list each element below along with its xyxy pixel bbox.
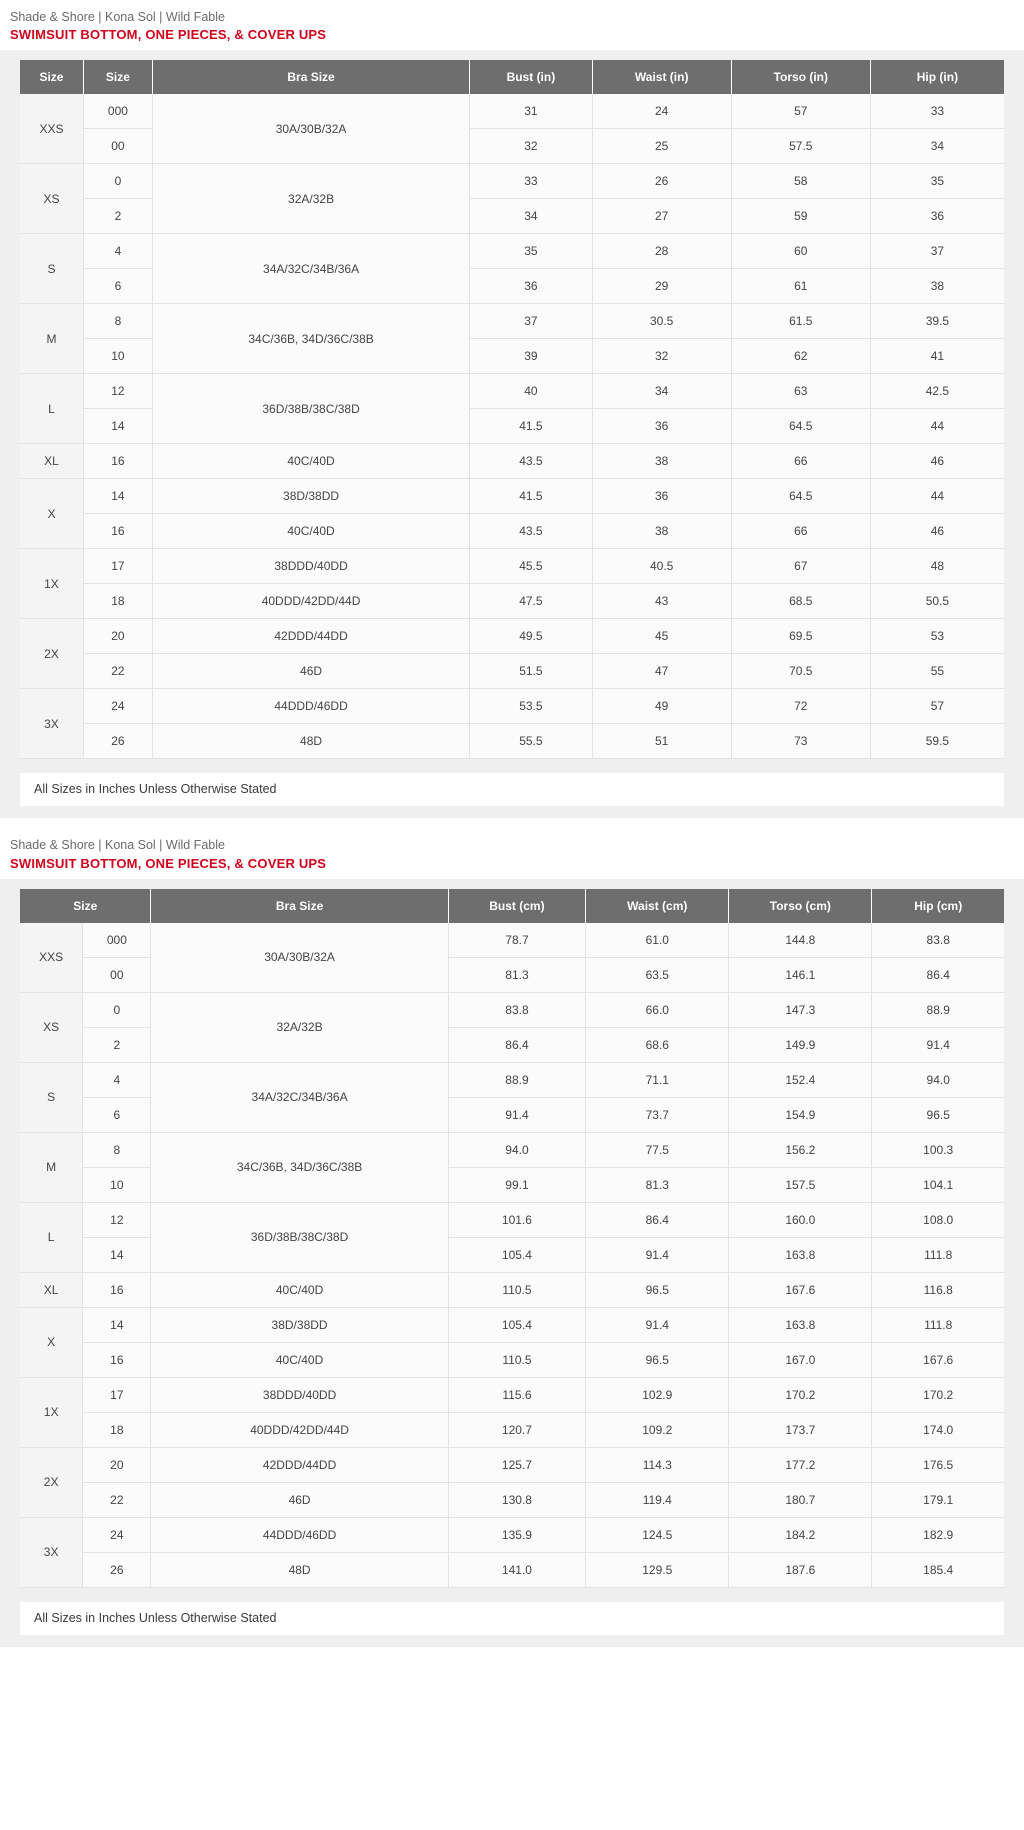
cell-bust: 47.5	[470, 584, 592, 619]
cell-torso: 63	[731, 374, 870, 409]
cell-hip: 176.5	[872, 1447, 1004, 1482]
cell-size-letter: XXS	[20, 923, 83, 993]
size-chart-section-cm	[0, 828, 1024, 1646]
cell-bust: 35	[470, 234, 592, 269]
column-header-hip-cm: Hip (cm)	[872, 889, 1004, 923]
cell-bra-size: 40C/40D	[151, 1272, 448, 1307]
table-row	[20, 374, 1004, 409]
column-header-torso-cm: Torso (cm)	[729, 889, 872, 923]
cell-size-numeric: 00	[83, 957, 151, 992]
cell-size-numeric: 18	[83, 584, 152, 619]
cell-size-letter: X	[20, 1307, 83, 1377]
table-row	[20, 1202, 1004, 1237]
cell-torso: 146.1	[729, 957, 872, 992]
cell-bust: 135.9	[448, 1517, 586, 1552]
cell-bust: 105.4	[448, 1237, 586, 1272]
cell-size-letter: X	[20, 479, 83, 549]
cell-size-letter: XS	[20, 164, 83, 234]
cell-hip: 59.5	[870, 724, 1004, 759]
cell-hip: 83.8	[872, 923, 1004, 958]
column-header-torso: Torso (in)	[731, 60, 870, 94]
cell-torso: 60	[731, 234, 870, 269]
cell-size-numeric: 2	[83, 199, 152, 234]
cell-bust: 120.7	[448, 1412, 586, 1447]
cell-size-numeric: 4	[83, 1062, 151, 1097]
cell-waist: 68.6	[586, 1027, 729, 1062]
cell-torso: 167.0	[729, 1342, 872, 1377]
cell-bra-size: 46D	[151, 1482, 448, 1517]
column-header-waist: Waist (in)	[592, 60, 731, 94]
cell-waist: 45	[592, 619, 731, 654]
cell-torso: 69.5	[731, 619, 870, 654]
cell-bust: 33	[470, 164, 592, 199]
size-chart-section-inches	[0, 0, 1024, 818]
cell-bra-size: 38DDD/40DD	[151, 1377, 448, 1412]
cell-hip: 57	[870, 689, 1004, 724]
cell-size-numeric: 24	[83, 1517, 151, 1552]
cell-size-numeric: 14	[83, 1307, 151, 1342]
cell-bust: 115.6	[448, 1377, 586, 1412]
cell-waist: 77.5	[586, 1132, 729, 1167]
cell-size-letter: S	[20, 1062, 83, 1132]
cell-size-numeric: 17	[83, 1377, 151, 1412]
cell-hip: 34	[870, 129, 1004, 164]
table-row	[20, 923, 1004, 958]
cell-bust: 55.5	[470, 724, 592, 759]
brand-line-cm: Shade & Shore | Kona Sol | Wild Fable	[10, 838, 225, 853]
cell-hip: 39.5	[870, 304, 1004, 339]
cell-bust: 105.4	[448, 1307, 586, 1342]
table-header-row	[20, 60, 1004, 94]
cell-size-numeric: 17	[83, 549, 152, 584]
table-row	[20, 992, 1004, 1027]
cell-waist: 49	[592, 689, 731, 724]
cell-torso: 61	[731, 269, 870, 304]
cell-hip: 55	[870, 654, 1004, 689]
cell-bra-size: 38DDD/40DD	[152, 549, 469, 584]
cell-hip: 42.5	[870, 374, 1004, 409]
cell-bra-size: 38D/38DD	[151, 1307, 448, 1342]
cell-bra-size: 36D/38B/38C/38D	[151, 1202, 448, 1272]
cell-size-numeric: 22	[83, 1482, 151, 1517]
cell-bust: 32	[470, 129, 592, 164]
cell-waist: 73.7	[586, 1097, 729, 1132]
cell-bust: 39	[470, 339, 592, 374]
cell-size-numeric: 0	[83, 164, 152, 199]
cell-size-numeric: 14	[83, 479, 152, 514]
cell-torso: 62	[731, 339, 870, 374]
cell-size-numeric: 0	[83, 992, 151, 1027]
table-row	[20, 164, 1004, 199]
cell-waist: 109.2	[586, 1412, 729, 1447]
column-header-hip: Hip (in)	[870, 60, 1004, 94]
cell-waist: 38	[592, 514, 731, 549]
table-row	[20, 1307, 1004, 1342]
cell-waist: 36	[592, 479, 731, 514]
table-row	[20, 444, 1004, 479]
cell-hip: 185.4	[872, 1552, 1004, 1587]
cell-bust: 94.0	[448, 1132, 586, 1167]
cell-size-letter: XL	[20, 444, 83, 479]
cell-waist: 86.4	[586, 1202, 729, 1237]
cell-bust: 34	[470, 199, 592, 234]
cell-size-letter: 1X	[20, 549, 83, 619]
cell-torso: 144.8	[729, 923, 872, 958]
cell-hip: 46	[870, 444, 1004, 479]
cell-waist: 63.5	[586, 957, 729, 992]
column-header-bust-cm: Bust (cm)	[448, 889, 586, 923]
cell-hip: 38	[870, 269, 1004, 304]
cell-size-numeric: 16	[83, 1272, 151, 1307]
table-panel-inches	[0, 50, 1024, 773]
cell-size-numeric: 18	[83, 1412, 151, 1447]
cell-hip: 96.5	[872, 1097, 1004, 1132]
column-header-bra-size: Bra Size	[152, 60, 469, 94]
cell-hip: 100.3	[872, 1132, 1004, 1167]
cell-waist: 51	[592, 724, 731, 759]
cell-waist: 25	[592, 129, 731, 164]
table-row	[20, 1552, 1004, 1587]
cell-size-letter: S	[20, 234, 83, 304]
cell-hip: 36	[870, 199, 1004, 234]
table-body-inches	[20, 94, 1004, 759]
cell-bust: 43.5	[470, 514, 592, 549]
cell-waist: 81.3	[586, 1167, 729, 1202]
cell-torso: 160.0	[729, 1202, 872, 1237]
cell-waist: 40.5	[592, 549, 731, 584]
cell-torso: 147.3	[729, 992, 872, 1027]
footnote-panel-cm	[0, 1602, 1024, 1647]
cell-hip: 174.0	[872, 1412, 1004, 1447]
cell-waist: 43	[592, 584, 731, 619]
cell-bra-size: 44DDD/46DD	[152, 689, 469, 724]
table-row	[20, 1482, 1004, 1517]
cell-waist: 119.4	[586, 1482, 729, 1517]
cell-hip: 35	[870, 164, 1004, 199]
cell-torso: 154.9	[729, 1097, 872, 1132]
cell-torso: 66	[731, 444, 870, 479]
cell-size-numeric: 6	[83, 269, 152, 304]
cell-size-numeric: 6	[83, 1097, 151, 1132]
column-header-size: Size	[20, 889, 151, 923]
cell-bra-size: 48D	[151, 1552, 448, 1587]
cell-bra-size: 48D	[152, 724, 469, 759]
cell-hip: 88.9	[872, 992, 1004, 1027]
cell-size-numeric: 14	[83, 409, 152, 444]
cell-size-letter: 2X	[20, 619, 83, 689]
cell-size-numeric: 16	[83, 514, 152, 549]
cell-hip: 46	[870, 514, 1004, 549]
cell-torso: 67	[731, 549, 870, 584]
cell-torso: 64.5	[731, 409, 870, 444]
cell-size-numeric: 12	[83, 374, 152, 409]
cell-size-letter: 3X	[20, 689, 83, 759]
table-row	[20, 234, 1004, 269]
cell-hip: 179.1	[872, 1482, 1004, 1517]
cell-waist: 66.0	[586, 992, 729, 1027]
cell-torso: 58	[731, 164, 870, 199]
cell-bust: 40	[470, 374, 592, 409]
cell-waist: 96.5	[586, 1272, 729, 1307]
cell-waist: 71.1	[586, 1062, 729, 1097]
table-row	[20, 1447, 1004, 1482]
cell-waist: 38	[592, 444, 731, 479]
cell-bust: 41.5	[470, 479, 592, 514]
cell-hip: 116.8	[872, 1272, 1004, 1307]
cell-bra-size: 40DDD/42DD/44D	[151, 1412, 448, 1447]
cell-hip: 48	[870, 549, 1004, 584]
cell-hip: 91.4	[872, 1027, 1004, 1062]
cell-size-numeric: 00	[83, 129, 152, 164]
column-header-waist-cm: Waist (cm)	[586, 889, 729, 923]
cell-waist: 30.5	[592, 304, 731, 339]
cell-size-letter: L	[20, 374, 83, 444]
cell-hip: 41	[870, 339, 1004, 374]
cell-waist: 96.5	[586, 1342, 729, 1377]
cell-waist: 32	[592, 339, 731, 374]
table-row	[20, 304, 1004, 339]
cell-size-letter: M	[20, 1132, 83, 1202]
cell-torso: 73	[731, 724, 870, 759]
table-row	[20, 94, 1004, 129]
cell-bra-size: 30A/30B/32A	[152, 94, 469, 164]
cell-bra-size: 40C/40D	[151, 1342, 448, 1377]
cell-waist: 124.5	[586, 1517, 729, 1552]
cell-torso: 66	[731, 514, 870, 549]
size-table-cm	[20, 889, 1004, 1588]
cell-waist: 91.4	[586, 1307, 729, 1342]
brand-line: Shade & Shore | Kona Sol | Wild Fable	[10, 10, 225, 24]
cell-bust: 43.5	[470, 444, 592, 479]
cell-waist: 34	[592, 374, 731, 409]
size-table-inches	[20, 60, 1004, 759]
cell-waist: 28	[592, 234, 731, 269]
cell-bra-size: 46D	[152, 654, 469, 689]
cell-hip: 50.5	[870, 584, 1004, 619]
cell-waist: 102.9	[586, 1377, 729, 1412]
cell-hip: 111.8	[872, 1307, 1004, 1342]
cell-bra-size: 38D/38DD	[152, 479, 469, 514]
cell-torso: 163.8	[729, 1237, 872, 1272]
cell-bust: 41.5	[470, 409, 592, 444]
cell-bra-size: 36D/38B/38C/38D	[152, 374, 469, 444]
cell-bust: 81.3	[448, 957, 586, 992]
table-row	[20, 689, 1004, 724]
cell-waist: 27	[592, 199, 731, 234]
cell-torso: 173.7	[729, 1412, 872, 1447]
table-row	[20, 1342, 1004, 1377]
table-row	[20, 584, 1004, 619]
cell-torso: 149.9	[729, 1027, 872, 1062]
cell-size-letter: XS	[20, 992, 83, 1062]
cell-bust: 91.4	[448, 1097, 586, 1132]
table-row	[20, 549, 1004, 584]
cell-bust: 78.7	[448, 923, 586, 958]
cell-bra-size: 40DDD/42DD/44D	[152, 584, 469, 619]
cell-bust: 101.6	[448, 1202, 586, 1237]
column-header-size-numeric: Size	[83, 60, 152, 94]
cell-bra-size: 44DDD/46DD	[151, 1517, 448, 1552]
cell-bust: 37	[470, 304, 592, 339]
cell-waist: 91.4	[586, 1237, 729, 1272]
cell-size-numeric: 4	[83, 234, 152, 269]
cell-size-letter: 1X	[20, 1377, 83, 1447]
cell-bust: 53.5	[470, 689, 592, 724]
cell-torso: 57.5	[731, 129, 870, 164]
cell-hip: 111.8	[872, 1237, 1004, 1272]
cell-bra-size: 32A/32B	[151, 992, 448, 1062]
cell-bust: 51.5	[470, 654, 592, 689]
table-row	[20, 1377, 1004, 1412]
cell-waist: 24	[592, 94, 731, 129]
cell-torso: 184.2	[729, 1517, 872, 1552]
cell-waist: 47	[592, 654, 731, 689]
cell-size-numeric: 20	[83, 619, 152, 654]
cell-bust: 141.0	[448, 1552, 586, 1587]
cell-hip: 44	[870, 479, 1004, 514]
table-row	[20, 724, 1004, 759]
page-title-cm: SWIMSUIT BOTTOM, ONE PIECES, & COVER UPS	[10, 855, 327, 871]
cell-hip: 94.0	[872, 1062, 1004, 1097]
cell-bra-size: 34A/32C/34B/36A	[151, 1062, 448, 1132]
cell-torso: 68.5	[731, 584, 870, 619]
cell-torso: 70.5	[731, 654, 870, 689]
cell-hip: 104.1	[872, 1167, 1004, 1202]
table-row	[20, 619, 1004, 654]
cell-bust: 99.1	[448, 1167, 586, 1202]
cell-size-letter: 3X	[20, 1517, 83, 1587]
column-header-bust: Bust (in)	[470, 60, 592, 94]
table-row	[20, 1132, 1004, 1167]
cell-hip: 108.0	[872, 1202, 1004, 1237]
cell-bra-size: 42DDD/44DD	[152, 619, 469, 654]
cell-bust: 36	[470, 269, 592, 304]
cell-hip: 167.6	[872, 1342, 1004, 1377]
cell-size-numeric: 10	[83, 1167, 151, 1202]
cell-bust: 45.5	[470, 549, 592, 584]
cell-size-numeric: 8	[83, 304, 152, 339]
cell-size-numeric: 26	[83, 1552, 151, 1587]
cell-torso: 177.2	[729, 1447, 872, 1482]
cell-size-letter: XL	[20, 1272, 83, 1307]
cell-bust: 83.8	[448, 992, 586, 1027]
cell-waist: 61.0	[586, 923, 729, 958]
cell-size-numeric: 14	[83, 1237, 151, 1272]
cell-bust: 110.5	[448, 1272, 586, 1307]
cell-bra-size: 30A/30B/32A	[151, 923, 448, 993]
cell-torso: 156.2	[729, 1132, 872, 1167]
cell-bust: 88.9	[448, 1062, 586, 1097]
cell-waist: 129.5	[586, 1552, 729, 1587]
cell-size-numeric: 22	[83, 654, 152, 689]
cell-size-numeric: 24	[83, 689, 152, 724]
cell-torso: 72	[731, 689, 870, 724]
cell-bust: 49.5	[470, 619, 592, 654]
cell-size-numeric: 16	[83, 1342, 151, 1377]
cell-torso: 152.4	[729, 1062, 872, 1097]
footnote-text-cm: All Sizes in Inches Unless Otherwise Stated	[20, 1602, 1004, 1635]
cell-size-numeric: 12	[83, 1202, 151, 1237]
column-header-size-letter: Size	[20, 60, 83, 94]
cell-size-letter: M	[20, 304, 83, 374]
cell-hip: 44	[870, 409, 1004, 444]
cell-torso: 57	[731, 94, 870, 129]
cell-torso: 59	[731, 199, 870, 234]
cell-bra-size: 34C/36B, 34D/36C/38B	[152, 304, 469, 374]
page-title: SWIMSUIT BOTTOM, ONE PIECES, & COVER UPS	[10, 27, 327, 43]
cell-hip: 182.9	[872, 1517, 1004, 1552]
cell-bra-size: 34C/36B, 34D/36C/38B	[151, 1132, 448, 1202]
cell-size-numeric: 10	[83, 339, 152, 374]
cell-bust: 110.5	[448, 1342, 586, 1377]
cell-size-numeric: 2	[83, 1027, 151, 1062]
table-row	[20, 654, 1004, 689]
cell-torso: 180.7	[729, 1482, 872, 1517]
cell-torso: 157.5	[729, 1167, 872, 1202]
cell-size-numeric: 26	[83, 724, 152, 759]
table-row	[20, 1412, 1004, 1447]
cell-size-letter: XXS	[20, 94, 83, 164]
table-row	[20, 514, 1004, 549]
cell-bra-size: 42DDD/44DD	[151, 1447, 448, 1482]
cell-bra-size: 40C/40D	[152, 444, 469, 479]
cell-hip: 53	[870, 619, 1004, 654]
cell-bust: 31	[470, 94, 592, 129]
cell-torso: 187.6	[729, 1552, 872, 1587]
footnote-text: All Sizes in Inches Unless Otherwise Stated	[20, 773, 1004, 806]
table-row	[20, 1062, 1004, 1097]
table-row	[20, 1272, 1004, 1307]
cell-bust: 86.4	[448, 1027, 586, 1062]
cell-torso: 167.6	[729, 1272, 872, 1307]
cell-bust: 130.8	[448, 1482, 586, 1517]
cell-waist: 26	[592, 164, 731, 199]
cell-bust: 125.7	[448, 1447, 586, 1482]
cell-bra-size: 34A/32C/34B/36A	[152, 234, 469, 304]
cell-torso: 64.5	[731, 479, 870, 514]
footnote-panel-inches	[0, 773, 1024, 818]
cell-size-numeric: 8	[83, 1132, 151, 1167]
cell-hip: 170.2	[872, 1377, 1004, 1412]
cell-size-numeric: 16	[83, 444, 152, 479]
cell-torso: 61.5	[731, 304, 870, 339]
cell-hip: 33	[870, 94, 1004, 129]
cell-bra-size: 32A/32B	[152, 164, 469, 234]
cell-size-letter: L	[20, 1202, 83, 1272]
cell-torso: 170.2	[729, 1377, 872, 1412]
table-body-cm	[20, 923, 1004, 1588]
cell-hip: 37	[870, 234, 1004, 269]
table-row	[20, 479, 1004, 514]
cell-hip: 86.4	[872, 957, 1004, 992]
cell-size-numeric: 20	[83, 1447, 151, 1482]
table-row	[20, 1517, 1004, 1552]
cell-size-numeric: 000	[83, 923, 151, 958]
table-header-row-cm	[20, 889, 1004, 923]
table-panel-cm	[0, 879, 1024, 1602]
cell-torso: 163.8	[729, 1307, 872, 1342]
section-divider	[0, 818, 1024, 828]
cell-size-numeric: 000	[83, 94, 152, 129]
cell-waist: 36	[592, 409, 731, 444]
cell-waist: 114.3	[586, 1447, 729, 1482]
cell-waist: 29	[592, 269, 731, 304]
cell-size-letter: 2X	[20, 1447, 83, 1517]
cell-bra-size: 40C/40D	[152, 514, 469, 549]
column-header-bra-size-cm: Bra Size	[151, 889, 448, 923]
